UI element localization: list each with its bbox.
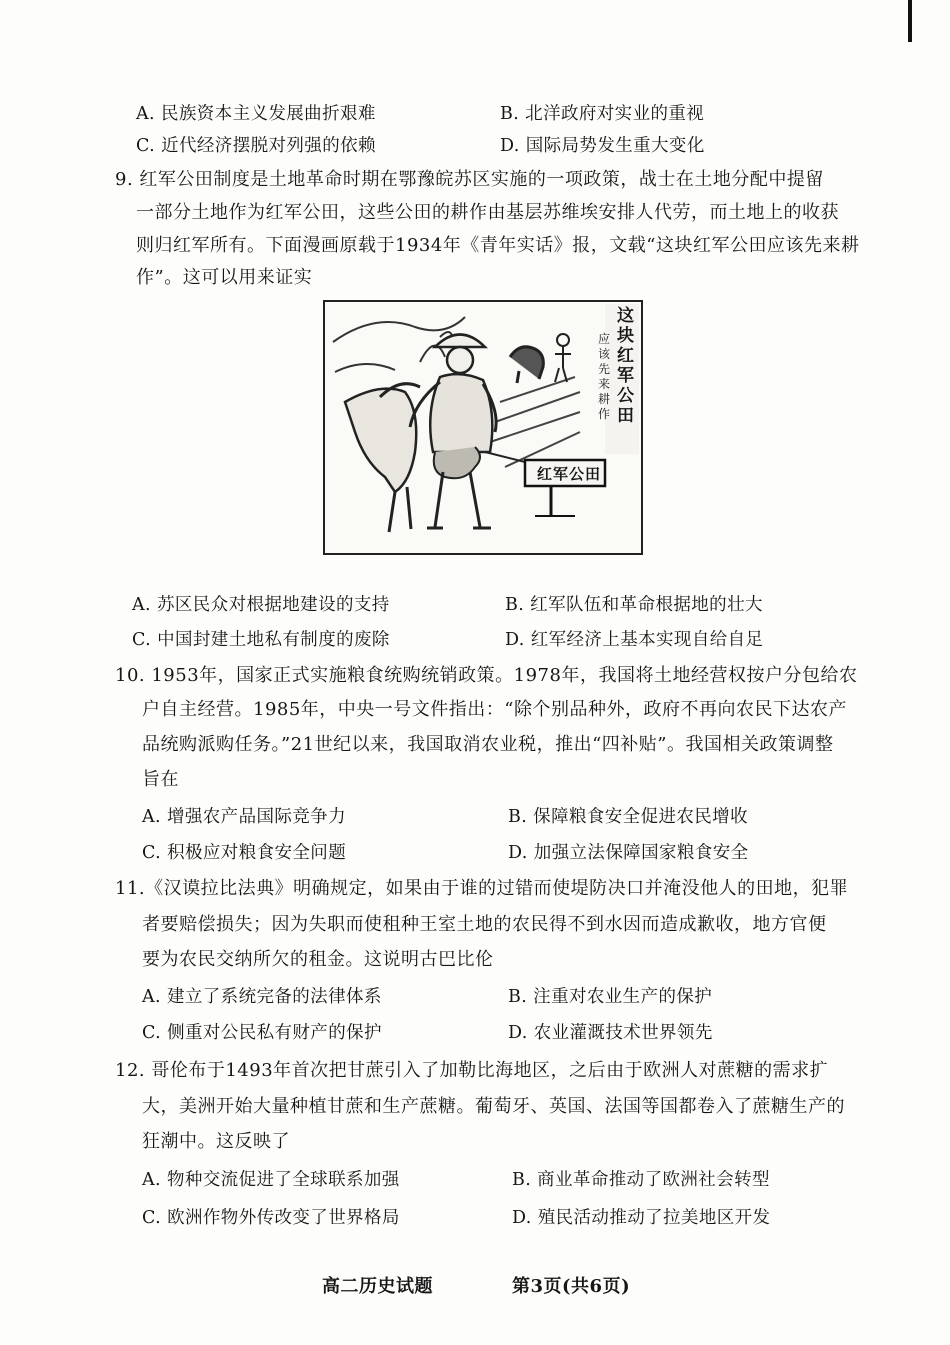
q10-stem-line-4: 旨在 bbox=[142, 769, 179, 790]
q12-stem-line-1: 12. 哥伦布于1493年首次把甘蔗引入了加勒比海地区，之后由于欧洲人对蔗糖的需求扩 bbox=[115, 1060, 829, 1081]
q10-option-b[interactable]: B. 保障粮食安全促进农民增收 bbox=[508, 807, 748, 827]
q12-stem-line-2: 大，美洲开始大量种植甘蔗和生产蔗糖。葡萄牙、英国、法国等国都卷入了蔗糖生产的 bbox=[142, 1096, 845, 1117]
q11-option-c[interactable]: C. 侧重对公民私有财产的保护 bbox=[142, 1023, 382, 1043]
q12-option-a[interactable]: A. 物种交流促进了全球联系加强 bbox=[142, 1170, 400, 1190]
cartoon-drawing bbox=[325, 302, 641, 553]
q9-option-a[interactable]: A. 苏区民众对根据地建设的支持 bbox=[132, 595, 390, 615]
q9-stem-line-1: 9. 红军公田制度是土地革命时期在鄂豫皖苏区实施的一项政策，战士在土地分配中提留 bbox=[115, 169, 824, 190]
q8-option-c[interactable]: C. 近代经济摆脱对列强的依赖 bbox=[136, 136, 376, 156]
q12-option-d[interactable]: D. 殖民活动推动了拉美地区开发 bbox=[512, 1208, 771, 1228]
q12-stem-line-3: 狂潮中。这反映了 bbox=[142, 1131, 290, 1152]
footer-subject: 高二历史试题 bbox=[322, 1276, 433, 1297]
q9-stem-line-4: 作”。这可以用来证实 bbox=[136, 267, 313, 288]
q10-option-a[interactable]: A. 增强农产品国际竞争力 bbox=[142, 807, 346, 827]
q8-option-b[interactable]: B. 北洋政府对实业的重视 bbox=[500, 104, 705, 124]
q9-option-b[interactable]: B. 红军队伍和革命根据地的壮大 bbox=[505, 595, 763, 615]
q10-stem-line-1: 10. 1953年，国家正式实施粮食统购统销政策。1978年，我国将土地经营权按户分包给农 bbox=[115, 665, 858, 686]
cartoon-sign-text: 红军公田 bbox=[536, 465, 601, 483]
q11-option-b[interactable]: B. 注重对农业生产的保护 bbox=[508, 987, 713, 1007]
q11-option-d[interactable]: D. 农业灌溉技术世界领先 bbox=[508, 1023, 713, 1043]
q10-option-c[interactable]: C. 积极应对粮食安全问题 bbox=[142, 843, 347, 863]
q8-option-d[interactable]: D. 国际局势发生重大变化 bbox=[500, 136, 705, 156]
q10-stem-line-3: 品统购派购任务。”21世纪以来，我国取消农业税，推出“四补贴”。我国相关政策调整 bbox=[142, 734, 834, 755]
q9-option-c[interactable]: C. 中国封建土地私有制度的废除 bbox=[132, 630, 390, 650]
scan-edge-mark bbox=[908, 0, 912, 42]
q11-stem-line-1: 11.《汉谟拉比法典》明确规定，如果由于谁的过错而使堤防决口并淹没他人的田地，犯罪 bbox=[115, 878, 849, 899]
cartoon-caption-main: 这块红军公田 bbox=[617, 306, 634, 426]
q8-option-a[interactable]: A. 民族资本主义发展曲折艰难 bbox=[136, 104, 376, 124]
q12-option-b[interactable]: B. 商业革命推动了欧洲社会转型 bbox=[512, 1170, 770, 1190]
footer-page-number: 第3页(共6页) bbox=[512, 1276, 631, 1297]
q11-option-a[interactable]: A. 建立了系统完备的法律体系 bbox=[142, 987, 382, 1007]
q10-option-d[interactable]: D. 加强立法保障国家粮食安全 bbox=[508, 843, 749, 863]
q10-stem-line-2: 户自主经营。1985年，中央一号文件指出：“除个别品种外，政府不再向农民下达农产 bbox=[142, 699, 848, 720]
q9-option-d[interactable]: D. 红军经济上基本实现自给自足 bbox=[505, 630, 764, 650]
cartoon-caption-sub: 应该先来耕作 bbox=[598, 332, 611, 421]
q11-stem-line-2: 者要赔偿损失；因为失职而使租种王室土地的农民得不到水因而造成歉收，地方官便 bbox=[142, 914, 827, 935]
q11-stem-line-3: 要为农民交纳所欠的租金。这说明古巴比伦 bbox=[142, 949, 494, 970]
q9-stem-line-3: 则归红军所有。下面漫画原载于1934年《青年实话》报，文载“这块红军公田应该先来耕 bbox=[136, 235, 860, 256]
q9-stem-line-2: 一部分土地作为红军公田，这些公田的耕作由基层苏维埃安排人代劳，而土地上的收获 bbox=[136, 202, 839, 223]
q9-cartoon-image bbox=[323, 300, 643, 555]
q12-option-c[interactable]: C. 欧洲作物外传改变了世界格局 bbox=[142, 1208, 400, 1228]
